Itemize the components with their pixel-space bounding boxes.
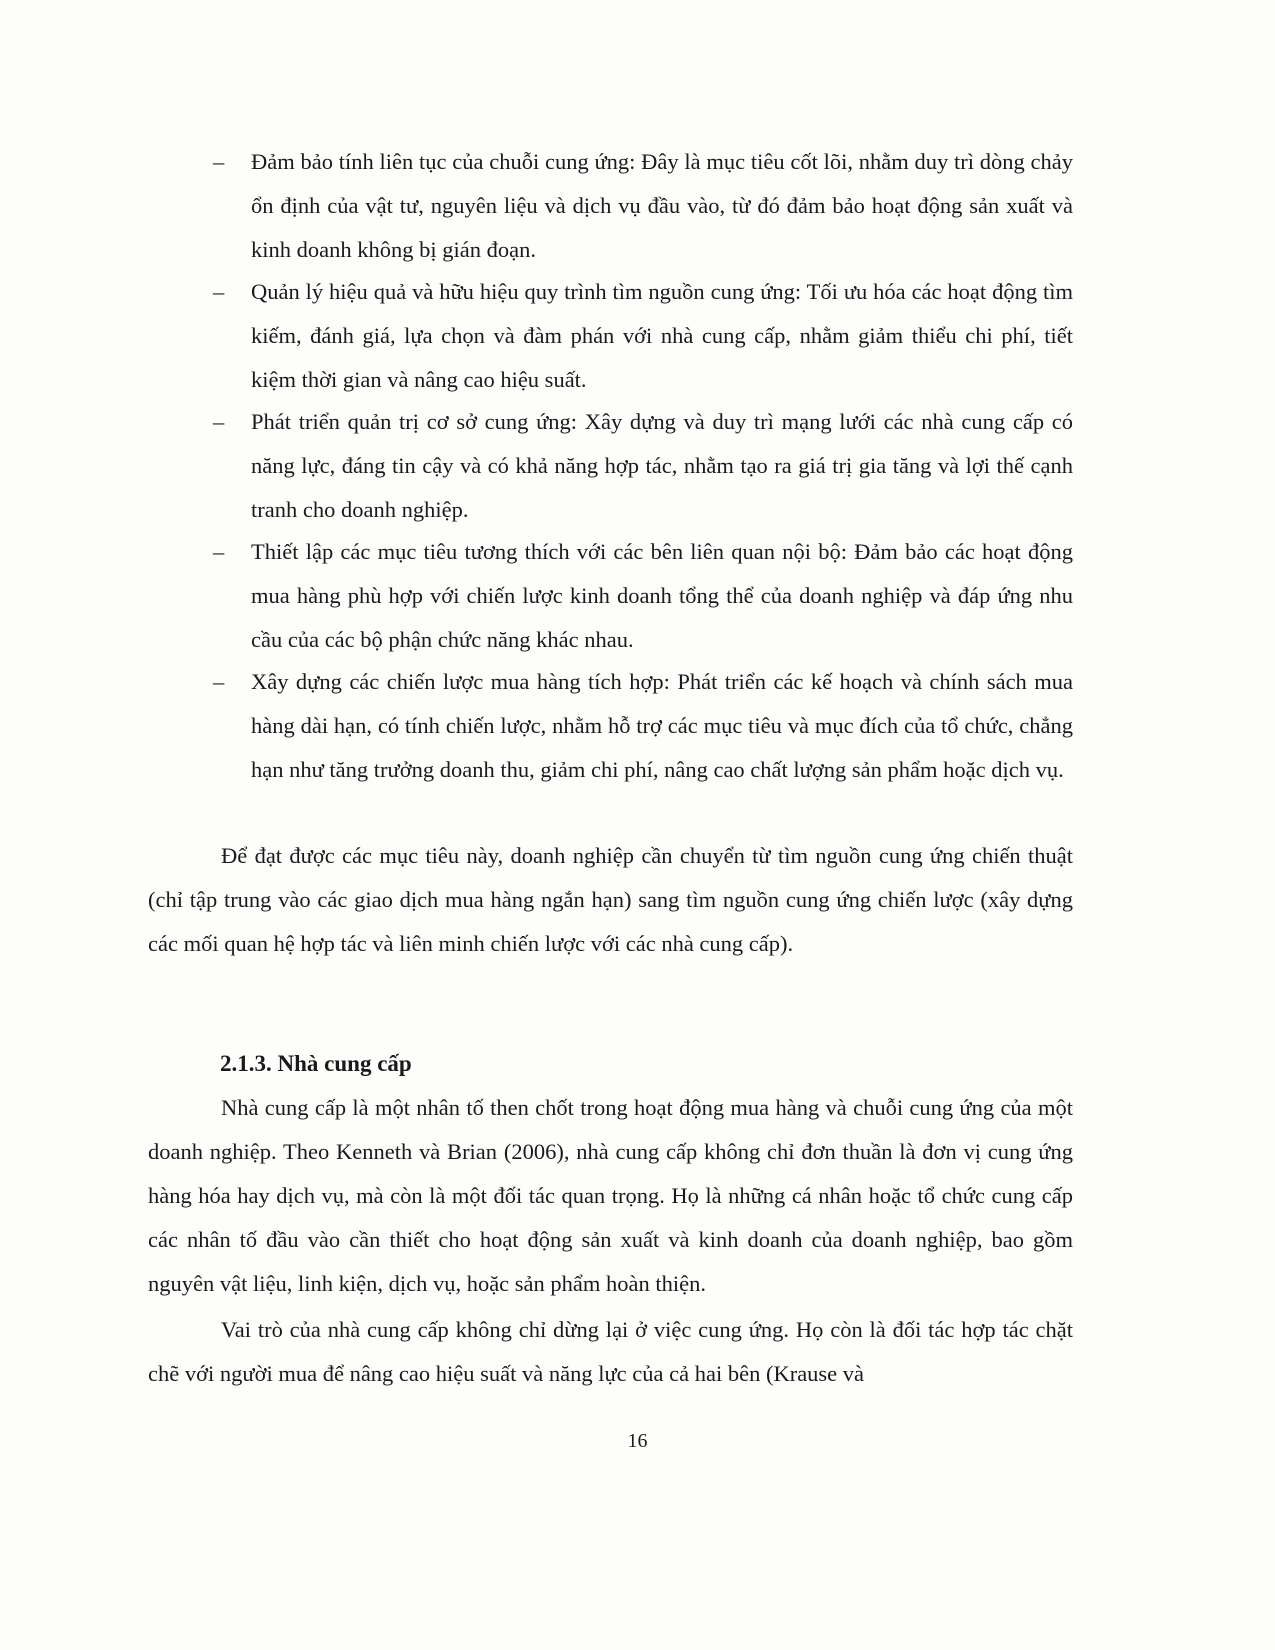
bullet-text: Quản lý hiệu quả và hữu hiệu quy trình tìm nguồn cung ứng: Tối ưu hóa các hoạt động tìm kiếm, đánh giá, lựa chọn và đàm phán với nhà cung cấp, nhằm giảm thiểu chi phí, tiết kiệm thời gian và nâng cao hiệu suất. <box>251 279 1073 392</box>
bullet-text: Xây dựng các chiến lược mua hàng tích hợp: Phát triển các kế hoạch và chính sách mua hàng dài hạn, có tính chiến lược, nhằm hỗ trợ các mục tiêu và mục đích của tổ chức, chẳng hạn như tăng trưởng doanh thu, giảm chi phí, nâng cao chất lượng sản phẩm hoặc dịch vụ. <box>251 669 1073 782</box>
bullet-text: Đảm bảo tính liên tục của chuỗi cung ứng: Đây là mục tiêu cốt lõi, nhằm duy trì dòng chảy ổn định của vật tư, nguyên liệu và dịch vụ đầu vào, từ đó đảm bảo hoạt động sản xuất và kinh doanh không bị gián đoạn. <box>251 149 1073 262</box>
paragraph-role: Vai trò của nhà cung cấp không chỉ dừng lại ở việc cung ứng. Họ còn là đối tác hợp tác chặt chẽ với người mua để nâng cao hiệu suất và năng lực của cả hai bên (Krause và <box>148 1317 1073 1386</box>
bullet-dash: – <box>213 669 225 694</box>
bullet-item <box>213 270 1073 402</box>
bullet-dash: – <box>213 409 225 434</box>
bullet-dash: – <box>213 279 225 304</box>
bullet-item <box>213 530 1073 662</box>
paragraph-summary: Để đạt được các mục tiêu này, doanh nghiệp cần chuyển từ tìm nguồn cung ứng chiến thuật (chỉ tập trung vào các giao dịch mua hàng ngắn hạn) sang tìm nguồn cung ứng chiến lược (xây dựng các mối quan hệ hợp tác và liên minh chiến lược với các nhà cung cấp). <box>148 843 1073 956</box>
bullet-dash: – <box>213 539 225 564</box>
bullet-item <box>213 140 1073 272</box>
paragraph-supplier: Nhà cung cấp là một nhân tố then chốt trong hoạt động mua hàng và chuỗi cung ứng của một doanh nghiệp. Theo Kenneth và Brian (2006), nhà cung cấp không chỉ đơn thuần là đơn vị cung ứng hàng hóa hay dịch vụ, mà còn là một đối tác quan trọng. Họ là những cá nhân hoặc tổ chức cung cấp các nhân tố đầu vào cần thiết cho hoạt động sản xuất và kinh doanh của doanh nghiệp, bao gồm nguyên vật liệu, linh kiện, dịch vụ, hoặc sản phẩm hoàn thiện. <box>148 1095 1073 1296</box>
bullet-text: Phát triển quản trị cơ sở cung ứng: Xây dựng và duy trì mạng lưới các nhà cung cấp có năng lực, đáng tin cậy và có khả năng hợp tác, nhằm tạo ra giá trị gia tăng và lợi thế cạnh tranh cho doanh nghiệp. <box>251 409 1073 522</box>
page-number: 16 <box>627 1430 648 1452</box>
section-heading: 2.1.3. Nhà cung cấp <box>220 1051 412 1076</box>
bullet-item <box>213 400 1073 532</box>
bullet-text: Thiết lập các mục tiêu tương thích với các bên liên quan nội bộ: Đảm bảo các hoạt động mua hàng phù hợp với chiến lược kinh doanh tổng thể của doanh nghiệp và đáp ứng nhu cầu của các bộ phận chức năng khác nhau. <box>251 539 1073 652</box>
bullet-item <box>213 660 1073 792</box>
bullet-dash: – <box>213 149 225 174</box>
